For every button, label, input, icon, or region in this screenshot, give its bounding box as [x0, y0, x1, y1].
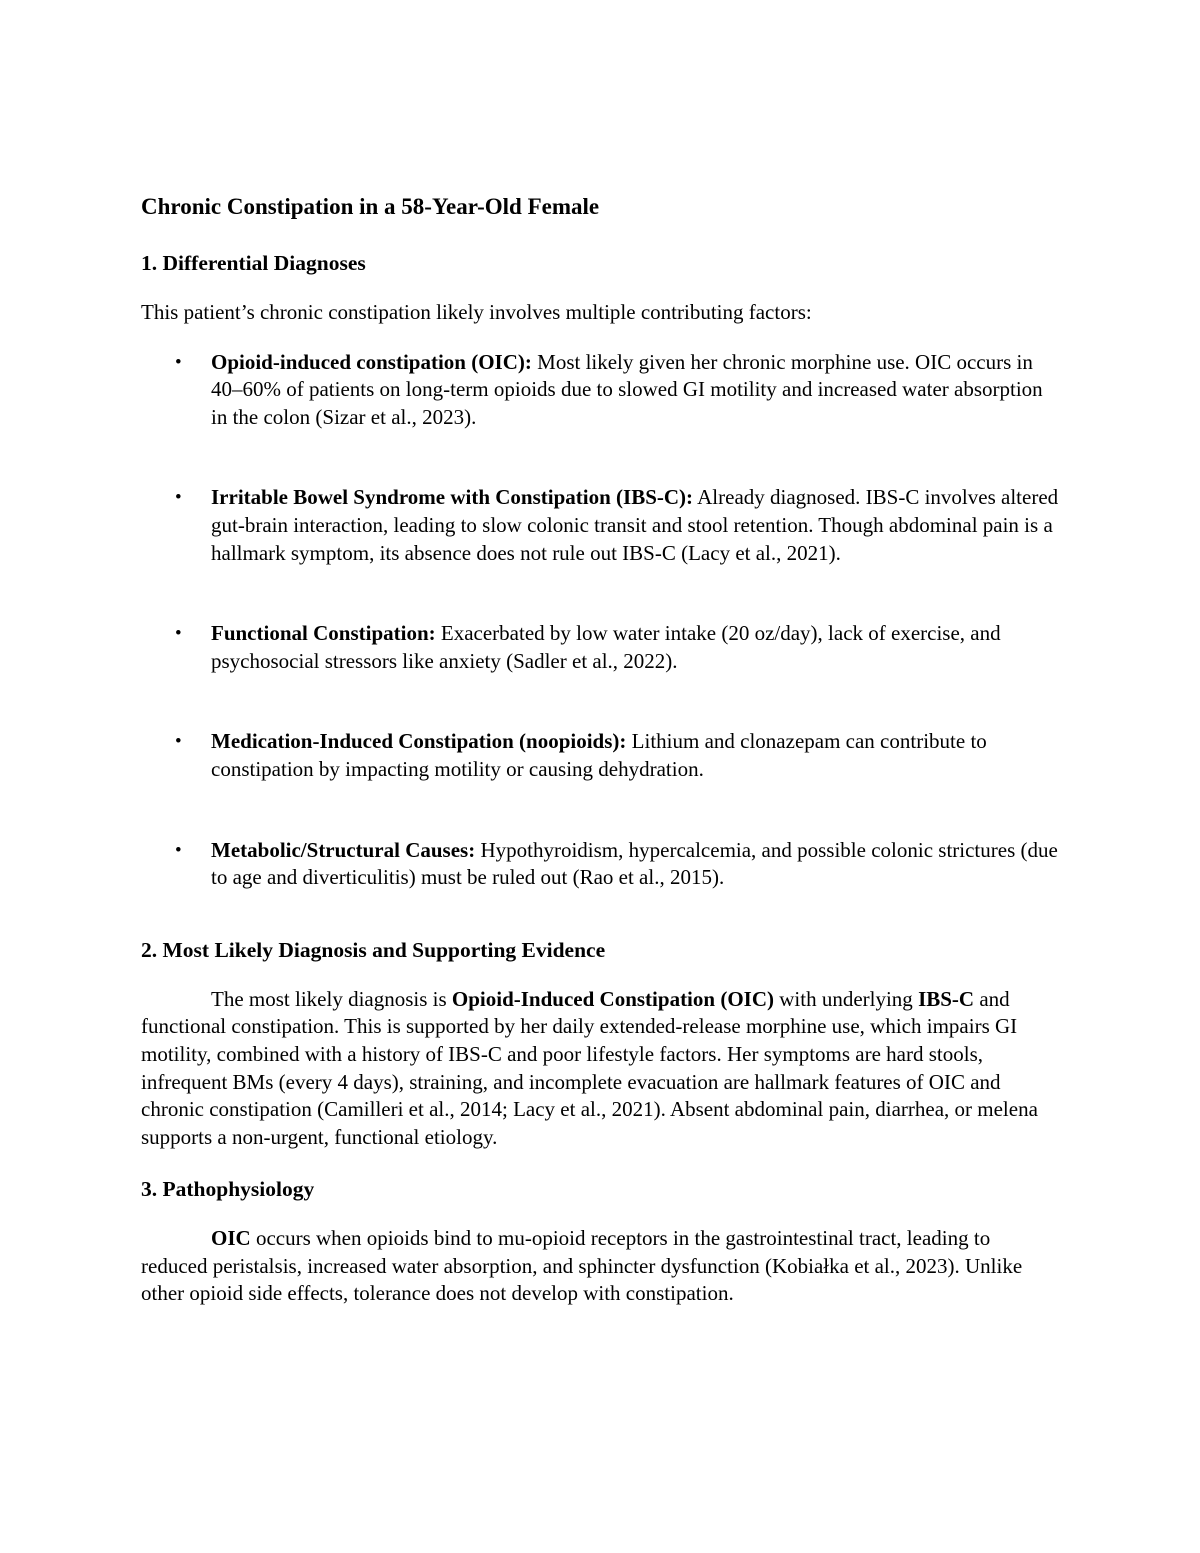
list-item [141, 728, 1061, 783]
section-most-likely-diagnosis [141, 936, 1061, 1152]
list-item-text: Lithium and clonazepam can contribute to constipation by impacting motility or causing dehydration. [211, 729, 987, 781]
bullet-icon: • [175, 351, 182, 373]
list-item-text: Hypothyroidism, hypercalcemia, and possible colonic strictures (due to age and diverticulitis) must be ruled out (Rao et al., 2015). [211, 837, 1058, 890]
list-item-term: Metabolic/Structural Causes: [211, 837, 476, 862]
list-item [141, 620, 1061, 675]
paragraph-text: The most likely diagnosis is [211, 986, 452, 1011]
document-title: Chronic Constipation in a 58-Year-Old Female [141, 194, 600, 219]
section-pathophysiology [141, 1175, 1061, 1308]
section-heading: 3. Pathophysiology [141, 1177, 315, 1202]
list-item-term: Functional Constipation: [211, 621, 436, 646]
document-page [141, 193, 1061, 1336]
list-item [141, 484, 1061, 567]
list-item-term: Irritable Bowel Syndrome with Constipation (IBS-C): [211, 485, 694, 510]
section-heading: 1. Differential Diagnoses [141, 251, 366, 275]
section-differential-diagnoses [141, 249, 1061, 892]
list-item [141, 837, 1061, 892]
bullet-icon: • [175, 731, 182, 753]
section-heading: 2. Most Likely Diagnosis and Supporting Evidence [141, 937, 606, 962]
body-paragraph [141, 1225, 1061, 1308]
section-intro: This patient’s chronic constipation likely involves multiple contributing factors: [141, 300, 812, 324]
bullet-icon: • [175, 623, 182, 645]
paragraph-text: and functional constipation. This is supported by her daily extended-release morphine use, which impairs GI motility, combined with a history of IBS-C and poor lifestyle factors. Her symptoms are hard stools, infrequent BMs (every 4 days), straining, and incomplete evacuation are hallmark features of OIC and chronic constipation (Camilleri et al., 2014; Lacy et al., 2021). Absent abdominal pain, diarrhea, or melena supports a non-urgent, functional etiology. [141, 986, 1038, 1149]
body-paragraph [141, 986, 1061, 1152]
paragraph-text: occurs when opioids bind to mu-opioid receptors in the gastrointestinal tract, leading to reduced peristalsis, increased water absorption, and sphincter dysfunction (Kobiałka et al., 2023). Unlike other opioid side effects, tolerance does not develop with constipation. [141, 1226, 1023, 1306]
differential-list [141, 349, 1061, 892]
list-item-term: Opioid-induced constipation (OIC): [211, 349, 532, 374]
list-item-text: Exacerbated by low water intake (20 oz/day), lack of exercise, and psychosocial stressors like anxiety (Sadler et al., 2022). [211, 621, 1001, 673]
list-item-text: Already diagnosed. IBS-C involves altered gut-brain interaction, leading to slow colonic transit and stool retention. Though abdominal pain is a hallmark symptom, its absence does not rule out IBS-C (Lacy et al., 2021). [211, 485, 1059, 565]
list-item-term: Medication-Induced Constipation (noopioids): [211, 729, 627, 754]
paragraph-text: with underlying [773, 986, 919, 1011]
list-item [141, 349, 1061, 432]
paragraph-bold-text: Opioid-Induced Constipation (OIC) [451, 986, 774, 1011]
paragraph-bold-text: IBS-C [918, 986, 975, 1011]
bullet-icon: • [175, 487, 182, 509]
list-item-text: Most likely given her chronic morphine use. OIC occurs in 40–60% of patients on long-term opioids due to slowed GI motility and increased water absorption in the colon (Sizar et al., 2023). [211, 349, 1043, 429]
bullet-icon: • [175, 839, 182, 861]
paragraph-bold-text: OIC [211, 1226, 251, 1251]
